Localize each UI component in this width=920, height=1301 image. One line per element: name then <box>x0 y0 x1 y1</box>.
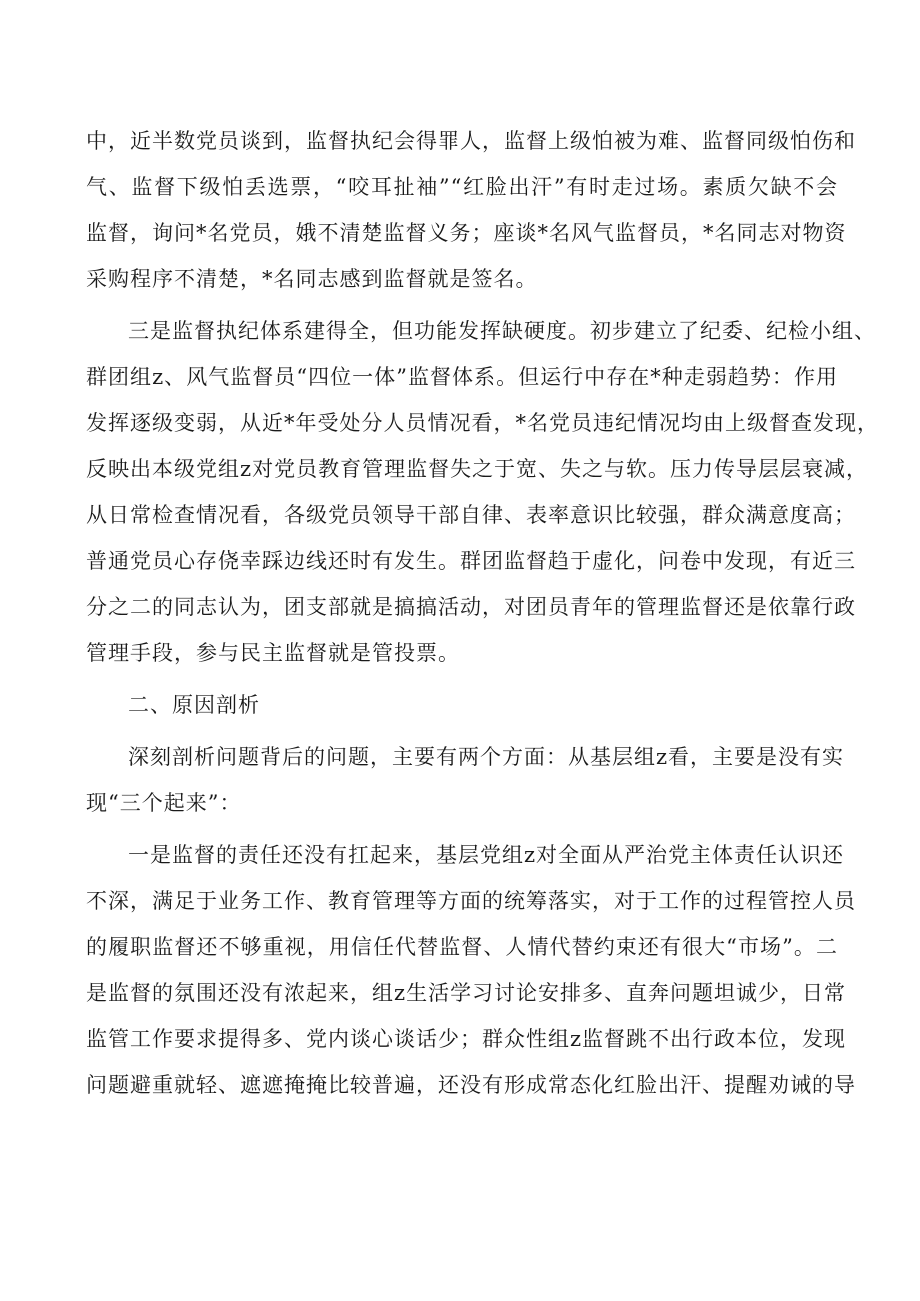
paragraph-line: 现“三个起来”： <box>86 791 242 815</box>
section-heading <box>86 682 838 728</box>
paragraph <box>86 308 879 676</box>
paragraph-line: 气、监督下级怕丢选票，“咬耳扯袖”“红脸出汗”有时走过场。素质欠缺不会 <box>86 175 838 199</box>
paragraph-line: 管理手段，参与民主监督就是管投票。 <box>86 641 460 665</box>
paragraph-line: 一是监督的责任还没有扛起来，基层党组z对全面从严治党主体责任认识还 <box>128 843 845 867</box>
paragraph-line: 采购程序不清楚，*名同志感到监督就是签名。 <box>86 267 538 291</box>
paragraph <box>86 734 845 826</box>
paragraph-line: 深刻剖析问题背后的问题，主要有两个方面：从基层组z看，主要是没有实 <box>128 745 845 769</box>
paragraph-line: 中，近半数党员谈到，监督执纪会得罪人，监督上级怕被为难、监督同级怕伤和 <box>86 129 856 153</box>
paragraph-line: 监管工作要求提得多、党内谈心谈话少；群众性组z监督跳不出行政本位，发现 <box>86 1027 847 1051</box>
paragraph-line: 二、原因剖析 <box>128 693 260 717</box>
paragraph-line: 发挥逐级变弱，从近*年受处分人员情况看，*名党员违纪情况均由上级督查发现， <box>86 411 879 435</box>
paragraph-line: 群团组z、风气监督员“四位一体”监督体系。但运行中存在*种走弱趋势：作用 <box>86 365 838 389</box>
paragraph-line: 监督，询问*名党员，娥不清楚监督义务；座谈*名风气监督员，*名同志对物资 <box>86 221 847 245</box>
paragraph-line: 不深，满足于业务工作、教育管理等方面的统筹落实，对于工作的过程管控人员 <box>86 889 856 913</box>
paragraph-line: 从日常检查情况看，各级党员领导干部自律、表率意识比较强，群众满意度高； <box>86 503 856 527</box>
paragraph-line: 普通党员心存侥幸踩边线还时有发生。群团监督趋于虚化，问卷中发现，有近三 <box>86 549 856 573</box>
paragraph-line: 是监督的氛围还没有浓起来，组z生活学习讨论安排多、直奔问题坦诚少，日常 <box>86 981 847 1005</box>
paragraph-line: 分之二的同志认为，团支部就是搞搞活动，对团员青年的管理监督还是依靠行政 <box>86 595 856 619</box>
paragraph-line: 的履职监督还不够重视，用信任代替监督、人情代替约束还有很大“市场”。二 <box>86 935 838 959</box>
paragraph <box>86 832 856 1108</box>
paragraph <box>86 118 856 302</box>
paragraph-line: 三是监督执纪体系建得全，但功能发挥缺硬度。初步建立了纪委、纪检小组、 <box>128 319 876 343</box>
paragraph-line: 问题避重就轻、遮遮掩掩比较普遍，还没有形成常态化红脸出汗、提醒劝诫的导 <box>86 1073 856 1097</box>
paragraph-line: 反映出本级党组z对党员教育管理监督失之于宽、失之与软。压力传导层层衰减， <box>86 457 869 481</box>
document-body <box>86 118 879 1114</box>
